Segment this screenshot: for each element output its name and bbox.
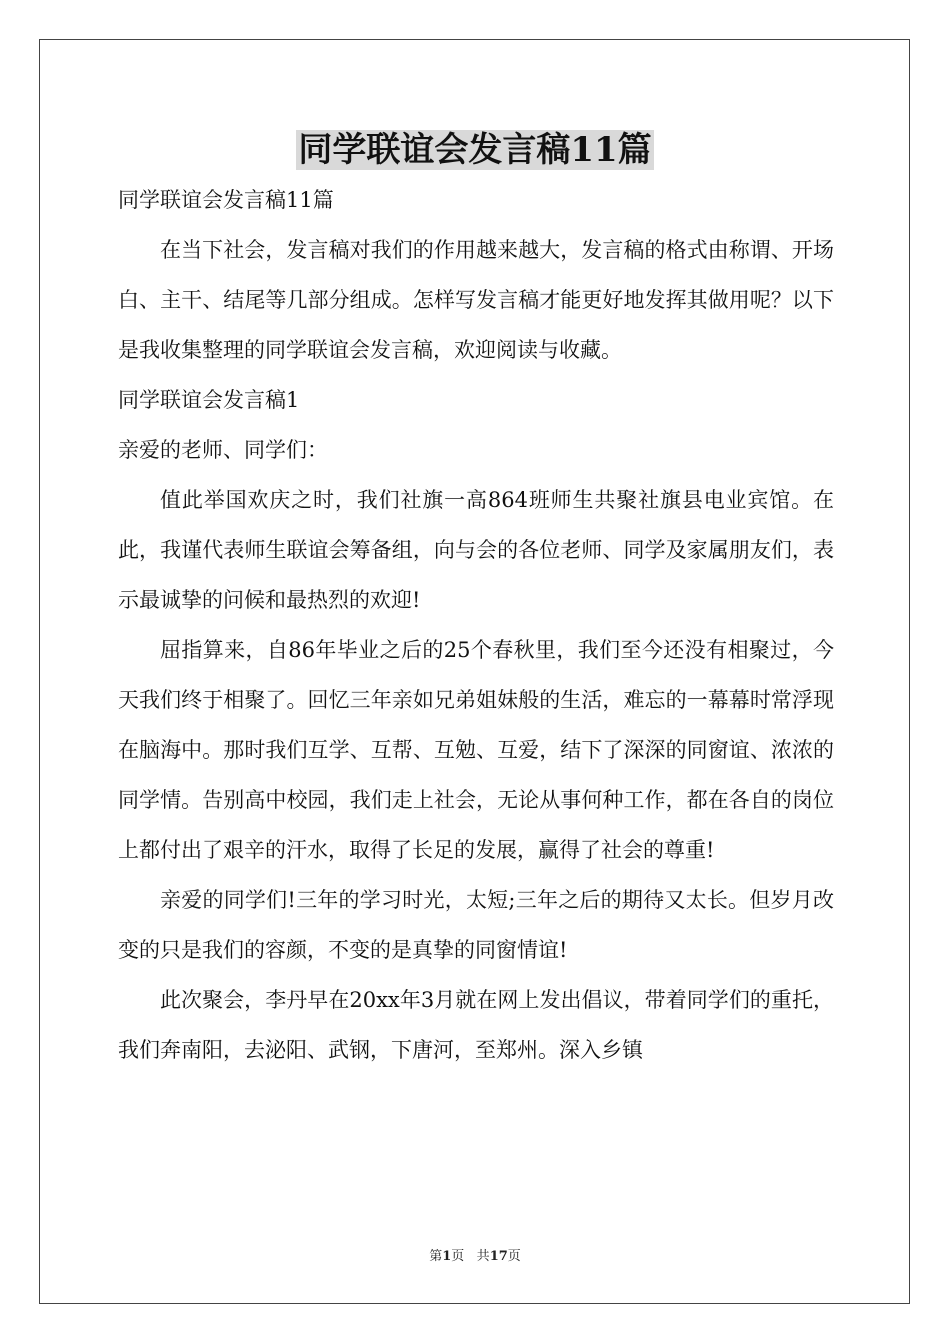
document-title: [0, 126, 950, 174]
document-subtitle: 同学联谊会发言稿11篇: [118, 188, 334, 212]
salutation: 亲爱的老师、同学们：: [118, 438, 328, 462]
footer-total-prefix: 共: [476, 1249, 490, 1264]
footer-total-pages: 17: [489, 1249, 508, 1264]
paragraph: 值此举国欢庆之时，我们社旗一高864班师生共聚社旗县电业宾馆。在此，我谨代表师生联谊会筹备组，向与会的各位老师、同学及家属朋友们，表示最诚挚的问候和最热烈的欢迎!: [118, 488, 834, 612]
page-footer: [0, 1248, 950, 1266]
footer-total-suffix: 页: [507, 1249, 521, 1264]
section-heading: 同学联谊会发言稿1: [118, 388, 300, 412]
paragraph: 屈指算来，自86年毕业之后的25个春秋里，我们至今还没有相聚过，今天我们终于相聚了。回忆三年亲如兄弟姐妹般的生活，难忘的一幕幕时常浮现在脑海中。那时我们互学、互帮、互勉、互爱，结下了深深的同窗谊、浓浓的同学情。告别高中校园，我们走上社会，无论从事何种工作，都在各自的岗位上都付出了艰辛的汗水，取得了长足的发展，赢得了社会的尊重!: [118, 638, 834, 862]
footer-page-number: 1: [442, 1249, 452, 1264]
paragraph-intro: 在当下社会，发言稿对我们的作用越来越大，发言稿的格式由称谓、开场白、主干、结尾等几部分组成。怎样写发言稿才能更好地发挥其做用呢？以下是我收集整理的同学联谊会发言稿，欢迎阅读与收藏。: [118, 238, 834, 362]
document-body: [118, 175, 834, 1075]
footer-page-suffix: 页: [451, 1249, 465, 1264]
paragraph: 此次聚会，李丹早在20xx年3月就在网上发出倡议，带着同学们的重托，我们奔南阳，去泌阳、武钢，下唐河，至郑州。深入乡镇: [118, 988, 834, 1062]
footer-page-prefix: 第: [429, 1249, 443, 1264]
paragraph: 亲爱的同学们!三年的学习时光，太短;三年之后的期待又太长。但岁月改变的只是我们的容颜，不变的是真挚的同窗情谊!: [118, 888, 834, 962]
document-title-text: 同学联谊会发言稿11篇: [298, 130, 652, 170]
